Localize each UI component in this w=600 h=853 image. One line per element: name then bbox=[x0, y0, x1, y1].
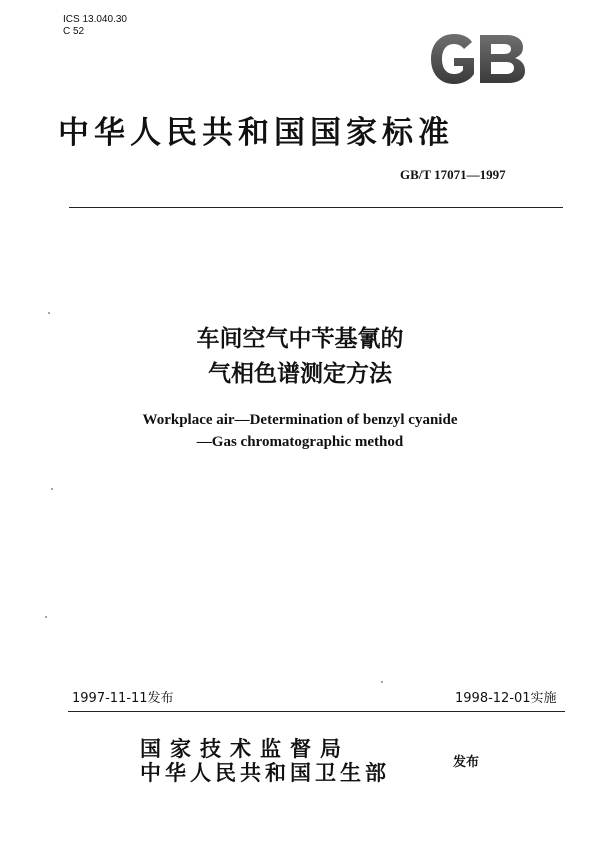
english-title bbox=[0, 409, 600, 453]
issuer-line-1: 国家技术监督局 bbox=[140, 736, 350, 761]
gb-logo bbox=[428, 32, 528, 86]
english-title-line-1: Workplace air—Determination of benzyl cyanide bbox=[142, 412, 458, 428]
national-standard-title: 中华人民共和国国家标准 bbox=[58, 115, 454, 151]
issuing-authorities bbox=[140, 737, 390, 785]
classification-codes bbox=[63, 14, 127, 38]
issuer-line-2: 中华人民共和国卫生部 bbox=[140, 760, 390, 785]
scan-speck bbox=[381, 681, 383, 683]
scan-speck bbox=[51, 488, 53, 490]
issue-date: 1997-11-11发布 bbox=[72, 691, 174, 706]
ics-code: ICS 13.040.30 bbox=[63, 14, 127, 25]
top-divider bbox=[69, 207, 563, 208]
ccs-code: C 52 bbox=[63, 26, 85, 37]
chinese-title-line-2: 气相色谱测定方法 bbox=[208, 361, 392, 387]
scan-speck bbox=[45, 616, 47, 618]
implementation-date: 1998-12-01实施 bbox=[455, 691, 557, 706]
standard-number: GB/T 17071—1997 bbox=[400, 167, 506, 182]
english-title-line-2: —Gas chromatographic method bbox=[196, 434, 404, 450]
bottom-divider bbox=[68, 711, 565, 712]
publish-label: 发布 bbox=[453, 755, 480, 770]
chinese-title-line-1: 车间空气中苄基氰的 bbox=[196, 326, 404, 352]
chinese-title bbox=[0, 322, 600, 392]
scan-speck bbox=[48, 312, 50, 314]
